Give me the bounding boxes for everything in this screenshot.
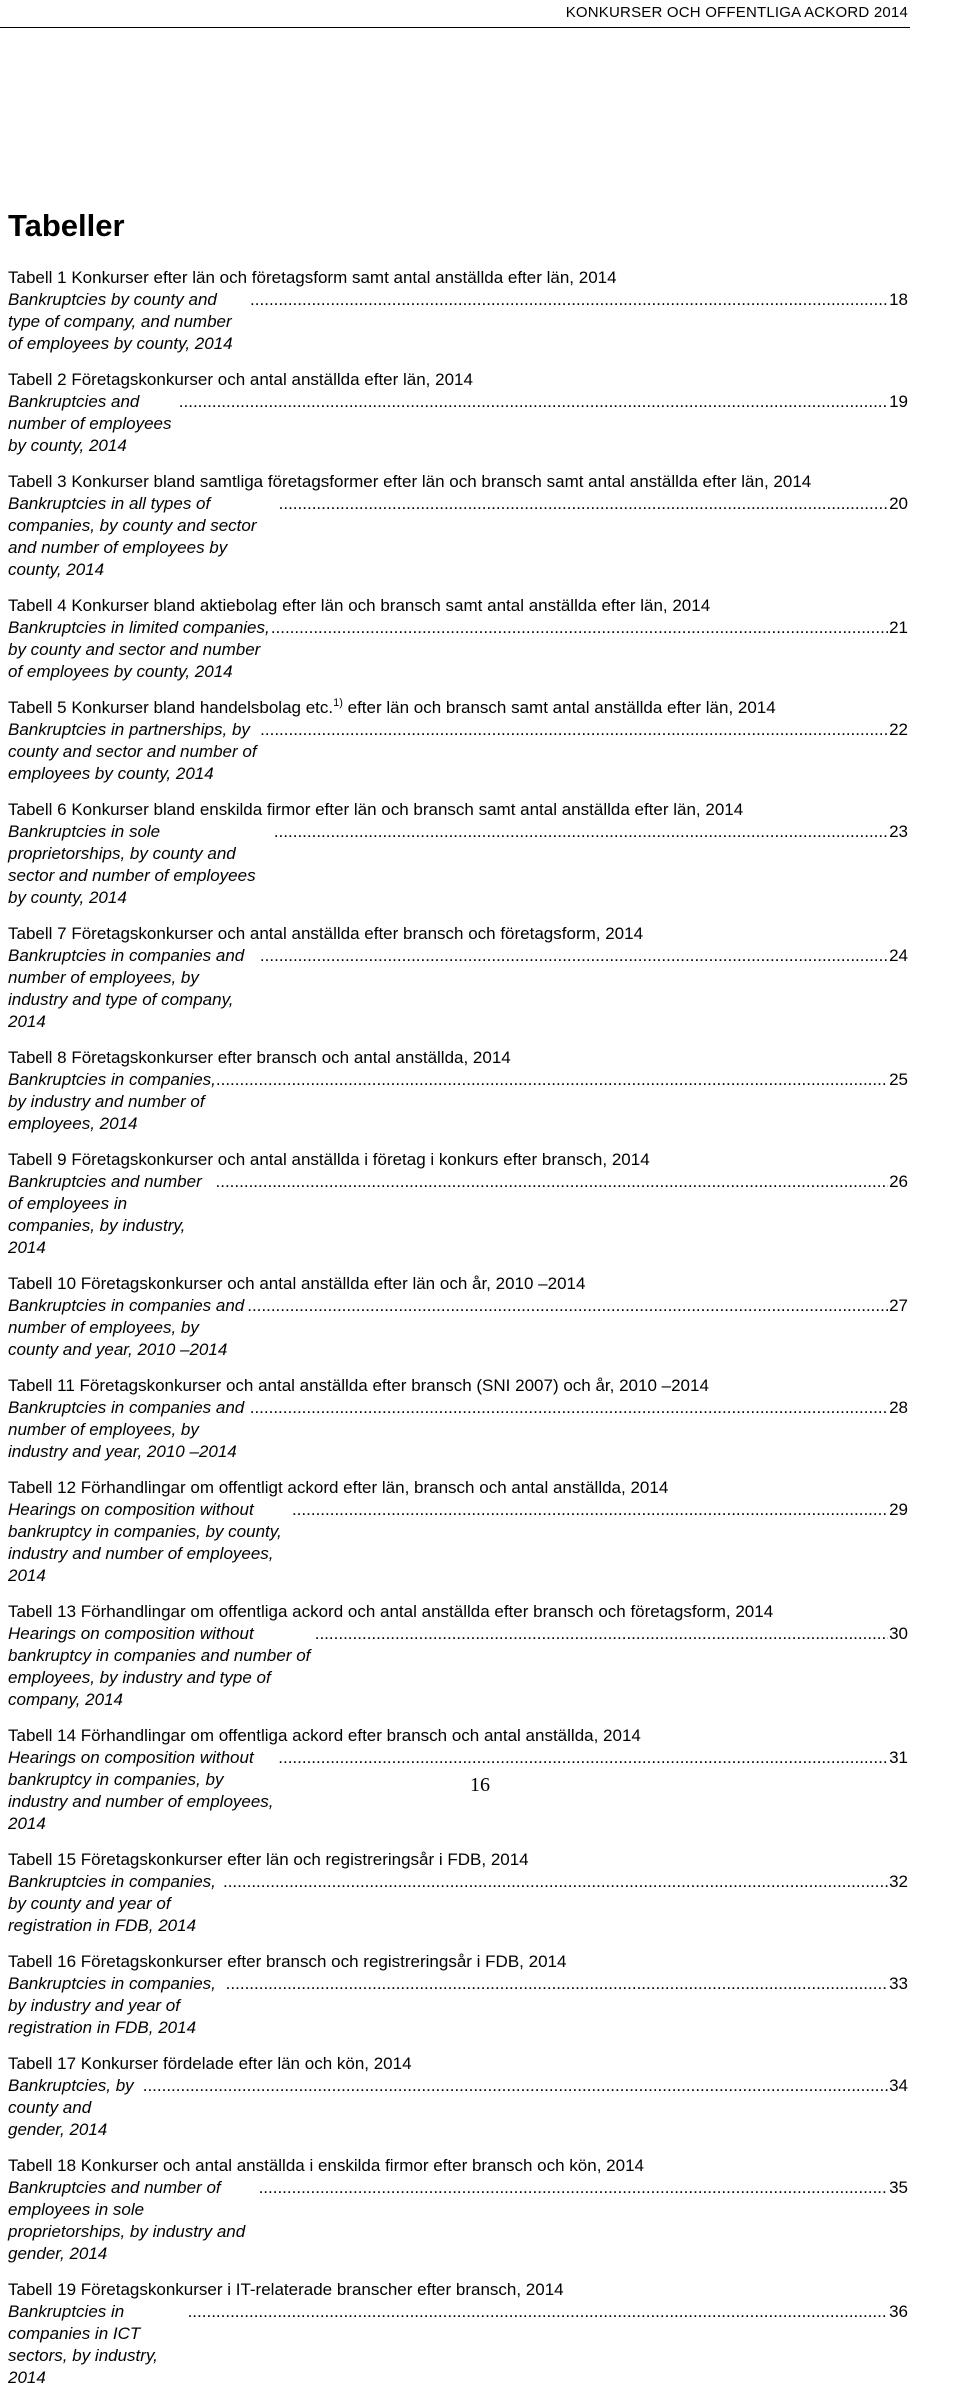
toc-entry-english-line xyxy=(8,1069,908,1135)
toc-entry-page-number: 36 xyxy=(889,2302,908,2321)
dot-leader xyxy=(216,1171,889,1193)
running-header: KONKURSER OCH OFFENTLIGA ACKORD 2014 xyxy=(565,4,908,21)
toc-entry-english-title: Bankruptcies in companies, by industry and number of employees, 2014 xyxy=(8,1070,216,1133)
toc-entry-swedish-title xyxy=(8,1951,908,1973)
toc-entry-english-line xyxy=(8,2301,908,2389)
toc-entry-page-number: 21 xyxy=(889,618,908,637)
toc-entry-english-line xyxy=(8,1973,908,2039)
toc-entry-english-title: Bankruptcies, by county and gender, 2014 xyxy=(8,2076,134,2139)
toc-entry-english-title: Bankruptcies in companies, by industry and year of registration in FDB, 2014 xyxy=(8,1974,216,2037)
toc-entry-page-number: 34 xyxy=(889,2076,908,2095)
toc-entry-swedish-title xyxy=(8,595,908,617)
toc-entry[interactable] xyxy=(8,2053,908,2141)
toc-entry-english-title: Bankruptcies in companies and number of employees, by county and year, 2010 –2014 xyxy=(8,1296,245,1359)
toc-entry-english-line xyxy=(8,1871,908,1937)
toc-entry-page-number: 32 xyxy=(889,1872,908,1891)
dot-leader xyxy=(250,1397,888,1419)
toc-entry[interactable] xyxy=(8,1477,908,1587)
dot-leader xyxy=(188,2301,889,2323)
toc-entry-page-number: 35 xyxy=(889,2178,908,2197)
toc-entry-swedish-title xyxy=(8,1375,908,1397)
dot-leader xyxy=(247,1295,888,1317)
toc-entry[interactable] xyxy=(8,923,908,1033)
toc-entry-swedish-title xyxy=(8,1149,908,1171)
toc-entry-english-title: Hearings on composition without bankruptcy in companies, by county, industry and number of employees, 2014 xyxy=(8,1500,282,1585)
toc-entry-page-number: 27 xyxy=(889,1296,908,1315)
toc-entry-page-number: 23 xyxy=(889,822,908,841)
toc-entry-english-title: Bankruptcies and number of employees by county, 2014 xyxy=(8,392,172,455)
dot-leader xyxy=(279,493,888,515)
dot-leader xyxy=(143,2075,888,2097)
toc-entry-english-line xyxy=(8,289,908,355)
toc-entry-page-number: 20 xyxy=(889,494,908,513)
dot-leader xyxy=(260,719,888,741)
toc-entry-english-title: Bankruptcies in limited companies, by county and sector and number of employees by county, 2014 xyxy=(8,618,270,681)
toc-entry[interactable] xyxy=(8,697,908,785)
toc-entry-swedish-text: Tabell 10 Företagskonkurser och antal anställda efter län och år, 2010 –2014 xyxy=(8,1274,586,1293)
toc-entry-swedish-text: Tabell 3 Konkurser bland samtliga företagsformer efter län och bransch samt antal anställda efter län, 2014 xyxy=(8,472,812,491)
toc-entry-swedish-title xyxy=(8,1849,908,1871)
toc-entry-english-line xyxy=(8,2177,908,2265)
toc-entry-english-line xyxy=(8,719,908,785)
toc-entry-english-title: Bankruptcies and number of employees in companies, by industry, 2014 xyxy=(8,1172,202,1257)
header-rule xyxy=(0,27,910,28)
toc-entry-swedish-title xyxy=(8,267,908,289)
toc-entry-swedish-text: Tabell 5 Konkurser bland handelsbolag etc. xyxy=(8,698,334,717)
toc-entry-swedish-title xyxy=(8,2053,908,2075)
toc-entry-english-line xyxy=(8,617,908,683)
toc-entry-swedish-text: Tabell 18 Konkurser och antal anställda i enskilda firmor efter bransch och kön, 2014 xyxy=(8,2156,644,2175)
toc-entry-english-line xyxy=(8,821,908,909)
toc-entry-page-number: 24 xyxy=(889,946,908,965)
table-of-contents xyxy=(8,267,908,2403)
toc-entry-english-line xyxy=(8,391,908,457)
toc-entry[interactable] xyxy=(8,369,908,457)
toc-entry-swedish-title xyxy=(8,471,908,493)
toc-entry-english-title: Bankruptcies by county and type of company, and number of employees by county, 2014 xyxy=(8,290,233,353)
dot-leader xyxy=(274,821,888,843)
page-title: Tabeller xyxy=(8,208,125,243)
toc-entry-swedish-text: Tabell 2 Företagskonkurser och antal anställda efter län, 2014 xyxy=(8,370,473,389)
toc-entry-english-line xyxy=(8,1295,908,1361)
toc-entry-swedish-text-continued: efter län och bransch samt antal anställda efter län, 2014 xyxy=(342,698,776,717)
toc-entry[interactable] xyxy=(8,1601,908,1711)
toc-entry-page-number: 26 xyxy=(889,1172,908,1191)
toc-entry-page-number: 29 xyxy=(889,1500,908,1519)
dot-leader xyxy=(278,1747,888,1769)
toc-entry[interactable] xyxy=(8,2279,908,2389)
toc-entry-swedish-title xyxy=(8,2279,908,2301)
toc-entry[interactable] xyxy=(8,799,908,909)
dot-leader xyxy=(250,289,888,311)
toc-entry-swedish-text: Tabell 13 Förhandlingar om offentliga ackord och antal anställda efter bransch och företagsform, 2014 xyxy=(8,1602,774,1621)
toc-entry-swedish-title xyxy=(8,2155,908,2177)
toc-entry-english-title: Bankruptcies in companies and number of employees, by industry and type of company, 2014 xyxy=(8,946,245,1031)
toc-entry-page-number: 18 xyxy=(889,290,908,309)
toc-entry-swedish-text: Tabell 6 Konkurser bland enskilda firmor efter län och bransch samt antal anställda efter län, 2014 xyxy=(8,800,744,819)
toc-entry[interactable] xyxy=(8,471,908,581)
toc-entry-swedish-title xyxy=(8,697,908,719)
toc-entry-swedish-title xyxy=(8,1601,908,1623)
toc-entry-english-title: Bankruptcies and number of employees in sole proprietorships, by industry and gender, 2014 xyxy=(8,2178,246,2263)
toc-entry-english-line xyxy=(8,1171,908,1259)
dot-leader xyxy=(216,1069,888,1091)
dot-leader xyxy=(223,1871,888,1893)
toc-entry-english-line xyxy=(8,945,908,1033)
toc-entry[interactable] xyxy=(8,1375,908,1463)
toc-entry-swedish-text: Tabell 8 Företagskonkurser efter bransch och antal anställda, 2014 xyxy=(8,1048,511,1067)
toc-entry[interactable] xyxy=(8,2155,908,2265)
toc-entry-page-number: 30 xyxy=(889,1624,908,1643)
dot-leader xyxy=(179,391,888,413)
toc-entry-english-title: Bankruptcies in all types of companies, by county and sector and number of employees by county, 2014 xyxy=(8,494,257,579)
dot-leader xyxy=(259,2177,889,2199)
toc-entry-swedish-text: Tabell 1 Konkurser efter län och företagsform samt antal anställda efter län, 2014 xyxy=(8,268,617,287)
toc-entry-english-title: Bankruptcies in sole proprietorships, by county and sector and number of employees by county, 2014 xyxy=(8,822,256,907)
toc-entry-swedish-text: Tabell 11 Företagskonkurser och antal anställda efter bransch (SNI 2007) och år, 2010 –2014 xyxy=(8,1376,709,1395)
toc-entry-swedish-text: Tabell 17 Konkurser fördelade efter län och kön, 2014 xyxy=(8,2054,412,2073)
toc-entry-swedish-text: Tabell 15 Företagskonkurser efter län och registreringsår i FDB, 2014 xyxy=(8,1850,529,1869)
dot-leader xyxy=(226,1973,888,1995)
toc-entry-page-number: 33 xyxy=(889,1974,908,1993)
toc-entry-swedish-title xyxy=(8,799,908,821)
toc-entry-english-line xyxy=(8,1623,908,1711)
toc-entry-english-line xyxy=(8,2075,908,2141)
toc-entry-swedish-title xyxy=(8,923,908,945)
toc-entry-english-title: Bankruptcies in companies and number of employees, by industry and year, 2010 –2014 xyxy=(8,1398,245,1461)
toc-entry[interactable] xyxy=(8,267,908,355)
toc-entry-swedish-text: Tabell 12 Förhandlingar om offentligt ackord efter län, bransch och antal anställda, 2014 xyxy=(8,1478,669,1497)
toc-entry-page-number: 19 xyxy=(889,392,908,411)
toc-entry-swedish-title xyxy=(8,1477,908,1499)
toc-entry[interactable] xyxy=(8,1273,908,1361)
dot-leader xyxy=(271,617,888,639)
toc-entry[interactable] xyxy=(8,1047,908,1135)
toc-entry[interactable] xyxy=(8,1149,908,1259)
dot-leader xyxy=(260,945,888,967)
toc-entry-page-number: 25 xyxy=(889,1070,908,1089)
toc-entry-page-number: 22 xyxy=(889,720,908,739)
toc-entry-swedish-text: Tabell 16 Företagskonkurser efter bransch och registreringsår i FDB, 2014 xyxy=(8,1952,567,1971)
toc-entry[interactable] xyxy=(8,1951,908,2039)
footnote-marker: 1) xyxy=(333,697,343,709)
toc-entry-swedish-text: Tabell 4 Konkurser bland aktiebolag efter län och bransch samt antal anställda efter län, 2014 xyxy=(8,596,711,615)
toc-entry-swedish-text: Tabell 19 Företagskonkurser i IT-relaterade branscher efter bransch, 2014 xyxy=(8,2280,564,2299)
toc-entry[interactable] xyxy=(8,1849,908,1937)
toc-entry-swedish-text: Tabell 7 Företagskonkurser och antal anställda efter bransch och företagsform, 2014 xyxy=(8,924,644,943)
toc-entry-page-number: 28 xyxy=(889,1398,908,1417)
toc-entry-english-title: Bankruptcies in partnerships, by county and sector and number of employees by county, 2014 xyxy=(8,720,257,783)
toc-entry-english-title: Bankruptcies in companies, by county and year of registration in FDB, 2014 xyxy=(8,1872,216,1935)
page-number: 16 xyxy=(470,1774,490,1796)
dot-leader xyxy=(292,1499,888,1521)
toc-entry-swedish-text: Tabell 9 Företagskonkurser och antal anställda i företag i konkurs efter bransch, 2014 xyxy=(8,1150,650,1169)
toc-entry[interactable] xyxy=(8,595,908,683)
toc-entry-swedish-title xyxy=(8,1725,908,1747)
toc-entry-swedish-title xyxy=(8,1273,908,1295)
toc-entry-english-title: Hearings on composition without bankruptcy in companies and number of employees, by industry and type of company, 2014 xyxy=(8,1624,311,1709)
toc-entry-swedish-title xyxy=(8,369,908,391)
toc-entry-page-number: 31 xyxy=(889,1748,908,1767)
toc-entry-english-title: Bankruptcies in companies in ICT sectors, by industry, 2014 xyxy=(8,2302,158,2387)
toc-entry-english-line xyxy=(8,493,908,581)
toc-entry-swedish-text: Tabell 14 Förhandlingar om offentliga ackord efter bransch och antal anställda, 2014 xyxy=(8,1726,641,1745)
toc-entry-english-line xyxy=(8,1397,908,1463)
toc-entry-swedish-title xyxy=(8,1047,908,1069)
dot-leader xyxy=(315,1623,888,1645)
toc-entry-english-line xyxy=(8,1499,908,1587)
toc-entry-english-title: Hearings on composition without bankruptcy in companies, by industry and number of employees, 2014 xyxy=(8,1748,274,1833)
